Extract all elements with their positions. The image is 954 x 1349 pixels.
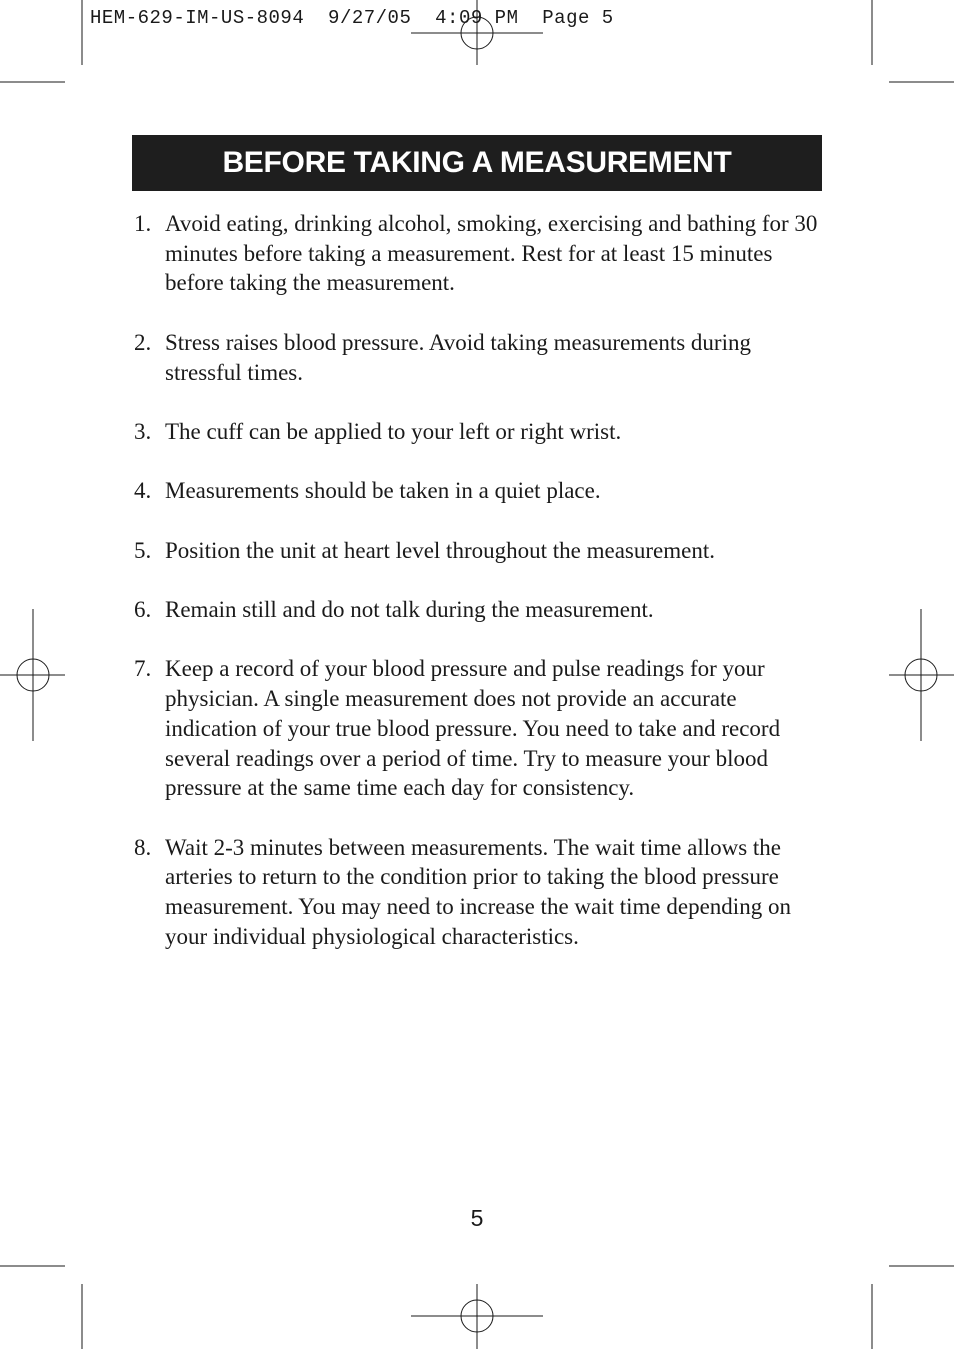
step-number: 1.	[134, 211, 152, 236]
list-item	[134, 209, 824, 298]
step-number: 2.	[134, 329, 152, 355]
section-title: BEFORE TAKING A MEASUREMENT	[222, 146, 732, 179]
registration-mark-top	[411, 0, 543, 65]
step-text: Position the unit at heart level throughout the measurement.	[165, 537, 715, 563]
list-item	[134, 536, 824, 566]
list-item	[134, 476, 824, 506]
registration-mark-bottom	[411, 1284, 543, 1349]
section-title-bar	[132, 135, 822, 191]
registration-mark-right	[889, 609, 954, 741]
page-number: 5	[470, 1205, 484, 1231]
step-number: 7.	[134, 656, 152, 682]
step-text: Keep a record of your blood pressure and pulse readings for your physician. A single measurement does not provide an accurate indication of your true blood pressure. You need to take and record several readings over a period of time. Try to measure your blood pressure at the same time each day for consistency.	[165, 656, 781, 801]
instruction-list	[134, 209, 824, 981]
list-item	[134, 328, 824, 387]
list-item	[134, 595, 824, 625]
step-text: The cuff can be applied to your left or right wrist.	[165, 418, 622, 444]
step-number: 3.	[134, 418, 152, 444]
list-item	[134, 654, 824, 803]
step-text: Wait 2-3 minutes between measurements. The wait time allows the arteries to return to the condition prior to taking the blood pressure measurement. You may need to increase the wait time depending on your individual physiological characteristics.	[165, 834, 791, 949]
step-text: Stress raises blood pressure. Avoid taking measurements during stressful times.	[165, 329, 751, 385]
step-text: Avoid eating, drinking alcohol, smoking, exercising and bathing for 30 minutes before taking a measurement. Rest for at least 15 minutes before taking the measurement.	[165, 211, 818, 296]
step-number: 8.	[134, 834, 152, 860]
step-number: 5.	[134, 537, 152, 563]
printer-slug-line: HEM-629-IM-US-8094 9/27/05 4:09 PM Page 5	[90, 7, 614, 29]
registration-mark-left	[0, 609, 65, 741]
list-item	[134, 833, 824, 952]
step-text: Remain still and do not talk during the measurement.	[165, 597, 654, 623]
step-number: 4.	[134, 478, 152, 504]
list-item	[134, 417, 824, 447]
step-text: Measurements should be taken in a quiet place.	[165, 478, 601, 504]
step-number: 6.	[134, 597, 152, 623]
